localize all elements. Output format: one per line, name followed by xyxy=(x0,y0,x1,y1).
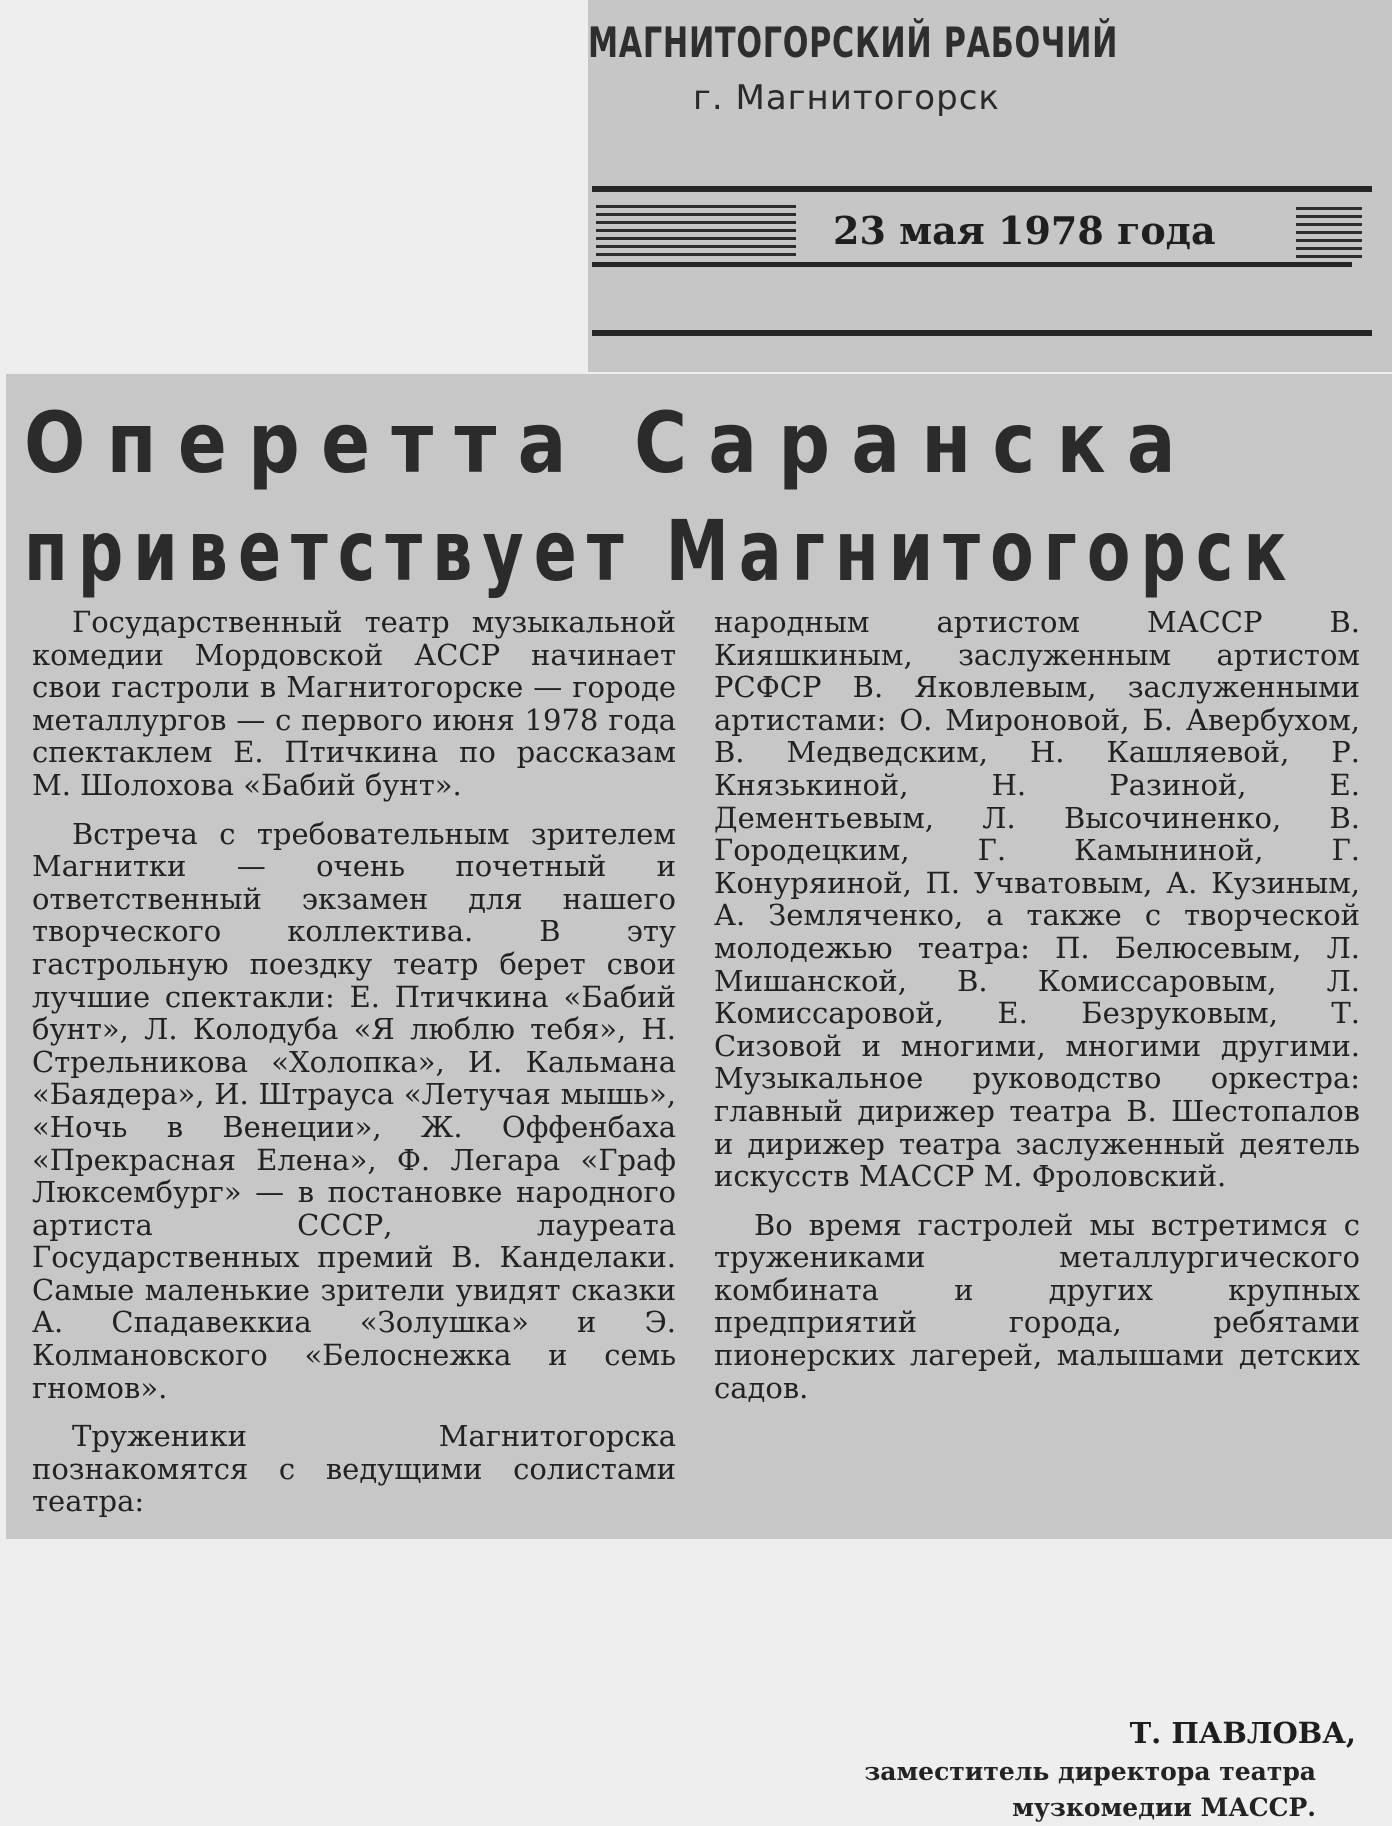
newspaper-city: г. Магнитогорск xyxy=(693,78,1000,118)
author-role xyxy=(796,1754,1316,1826)
newspaper-masthead xyxy=(588,0,1392,372)
newspaper-name: МАГНИТОГОРСКИЙ РАБОЧИЙ xyxy=(588,18,1119,67)
article-column-right xyxy=(714,606,1360,1420)
masthead-rule-top xyxy=(592,186,1372,192)
article-column-left xyxy=(32,606,676,1534)
author-name: Т. ПАВЛОВА, xyxy=(1129,1716,1356,1750)
author-role-line-1: заместитель директора театра xyxy=(864,1757,1316,1786)
paragraph: Во время гастролей мы встретимся с тружениками металлургического комбината и других крупных предприятий города, ребятами пионерских лагерей, малышами детских садов. xyxy=(714,1207,1360,1405)
date-hatch-right xyxy=(1296,207,1362,259)
paragraph: Встреча с требовательным зрителем Магнитки — очень почетный и ответственный экзамен для нашего творческого коллектива. В эту гастрольную поездку театр берет свои лучшие спектакли: Е. Птичкина «Бабий бунт», Л. Колодуба «Я люблю тебя», Н. Стрельникова «Холопка», И. Кальмана «Баядера», И. Штрауса «Летучая мышь», «Ночь в Венеции», Ж. Оффенбаха «Прекрасная Елена», Ф. Легара «Граф Люксембург» — в постановке народного артиста СССР, лауреата Государственных премий В. Канделаки. Самые маленькие зрители увидят сказки А. Спадавеккиа «Золушка» и Э. Колмановского «Белоснежка и семь гномов». xyxy=(32,816,676,1405)
date-hatch-left xyxy=(596,205,796,257)
headline-line-1: Оперетта Саранска xyxy=(24,394,1197,492)
headline-line-2: приветствует Магнитогорск xyxy=(24,502,1297,600)
paragraph: народным артистом МАССР В. Кияшкиным, заслуженным артистом РСФСР В. Яковлевым, заслуженными артистами: О. Мироновой, Б. Авербухом, В. Медведским, Н. Кашляевой, Р. Князькиной, Н. Разиной, Е. Дементьевым, Л. Высочиненко, В. Городецким, Г. Камыниной, Г. Конуряиной, П. Учватовым, А. Кузиным, А. Земляченко, а также с творческой молодежью театра: П. Белюсевым, Л. Мишанской, В. Комиссаровым, Л. Комиссаровой, Е. Безруковым, Т. Сизовой и многими, многими другими. Музыкальное руководство оркестра: главный дирижер театра В. Шестопалов и дирижер театра заслуженный деятель искусств МАССР М. Фроловский. xyxy=(714,605,1360,1194)
issue-date: 23 мая 1978 года xyxy=(833,208,1216,253)
paragraph: Труженики Магнитогорска познакомятся с ведущими солистами театра: xyxy=(32,1419,676,1519)
masthead-rule-bottom xyxy=(592,330,1372,336)
author-role-line-2: музкомедии МАССР. xyxy=(1012,1793,1316,1822)
masthead-rule-mid xyxy=(592,262,1352,267)
article-clipping xyxy=(6,374,1392,1822)
paragraph: Государственный театр музыкальной комедии Мордовской АССР начинает свои гастроли в Магнитогорске — городе металлургов — с первого июня 1978 года спектаклем Е. Птичкина по рассказам М. Шолохова «Бабий бунт». xyxy=(32,605,676,802)
